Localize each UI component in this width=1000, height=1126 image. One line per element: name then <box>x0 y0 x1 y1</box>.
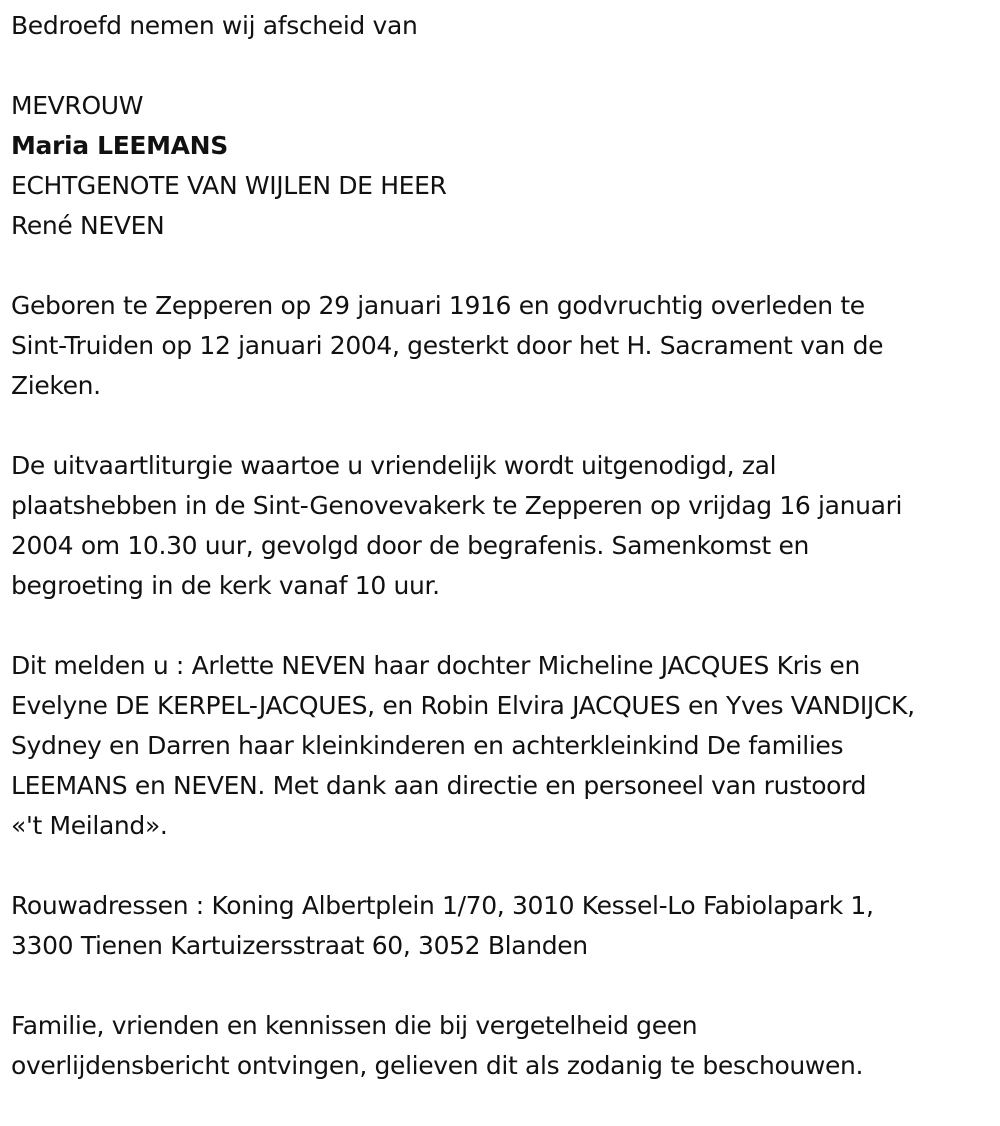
paragraph-line: De uitvaartliturgie waartoe u vriendelijk wordt uitgenodigd, zal <box>11 451 777 480</box>
paragraph-line: Geboren te Zepperen op 29 januari 1916 en godvruchtig overleden te <box>11 291 865 320</box>
spacer <box>11 246 1000 286</box>
paragraph-line: LEEMANS en NEVEN. Met dank aan directie en personeel van rustoord <box>11 771 867 800</box>
paragraph-line: 2004 om 10.30 uur, gevolgd door de begrafenis. Samenkomst en <box>11 531 810 560</box>
announced-by-paragraph <box>11 646 1000 846</box>
birth-death-paragraph <box>11 286 1000 406</box>
paragraph-line: 3300 Tienen Kartuizersstraat 60, 3052 Blanden <box>11 931 588 960</box>
paragraph-line: Familie, vrienden en kennissen die bij vergetelheid geen <box>11 1011 698 1040</box>
spacer <box>11 46 1000 86</box>
paragraph-line: «'t Meiland». <box>11 811 168 840</box>
relation-text: ECHTGENOTE VAN WIJLEN DE HEER <box>11 171 447 200</box>
addresses-paragraph <box>11 886 1000 966</box>
spacer <box>11 846 1000 886</box>
paragraph-line: Rouwadressen : Koning Albertplein 1/70, 3010 Kessel-Lo Fabiolapark 1, <box>11 891 874 920</box>
funeral-paragraph <box>11 446 1000 606</box>
spacer <box>11 606 1000 646</box>
salutation: MEVROUW <box>11 91 144 120</box>
paragraph-line: Sydney en Darren haar kleinkinderen en achterkleinkind De families <box>11 731 844 760</box>
paragraph-line: Evelyne DE KERPEL-JACQUES, en Robin Elvira JACQUES en Yves VANDIJCK, <box>11 691 915 720</box>
closing-paragraph <box>11 1006 1000 1086</box>
spacer <box>11 966 1000 1006</box>
spouse-name: René NEVEN <box>11 211 165 240</box>
spacer <box>11 406 1000 446</box>
deceased-name: Maria LEEMANS <box>11 131 228 160</box>
paragraph-line: plaatshebben in de Sint-Genovevakerk te Zepperen op vrijdag 16 januari <box>11 491 903 520</box>
paragraph-line: Zieken. <box>11 371 101 400</box>
paragraph-line: overlijdensbericht ontvingen, gelieven dit als zodanig te beschouwen. <box>11 1051 864 1080</box>
paragraph-line: Sint-Truiden op 12 januari 2004, gesterkt door het H. Sacrament van de <box>11 331 884 360</box>
paragraph-line: Dit melden u : Arlette NEVEN haar dochter Micheline JACQUES Kris en <box>11 651 860 680</box>
intro-text: Bedroefd nemen wij afscheid van <box>11 11 418 40</box>
paragraph-line: begroeting in de kerk vanaf 10 uur. <box>11 571 440 600</box>
